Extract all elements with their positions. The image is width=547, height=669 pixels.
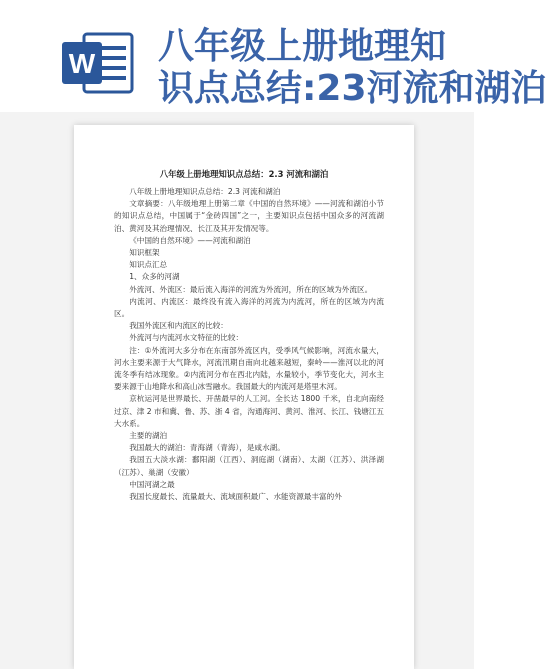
paragraph: 八年级上册地理知识点总结：2.3 河流和湖泊: [129, 187, 281, 196]
header-banner: [0, 0, 547, 112]
abstract-paragraph: 文章摘要：八年级地理上册第二章《中国的自然环境》——河流和湖泊小节的知识点总结，中国属于“金砖四国”之一，主要知识点包括中国众多的河流湖泊、黄河及其治理情况、长江及其开发情况等。: [114, 199, 384, 233]
paragraph: 《中国的自然环境》——河流和湖泊: [129, 235, 251, 245]
paragraph: 我国外流区和内流区的比较：: [129, 321, 228, 331]
document-page: [74, 125, 414, 669]
section-heading: 知识框架: [129, 248, 160, 258]
paragraph: 内流河、内流区：最终没有流入海洋的河流为内流河，所在的区域为内流区。: [114, 296, 384, 319]
paragraph: 我国最大的湖泊：青海湖（青海），是咸水湖。: [129, 443, 285, 453]
banner-title-line-2: 识点总结:23河流和湖泊: [158, 68, 547, 109]
word-document-icon: [62, 30, 134, 96]
paragraph: 我国五大淡水湖：鄱阳湖（江西）、洞庭湖（湖南）、太湖（江苏）、洪泽湖（江苏）、巢湖（安徽）: [114, 455, 384, 477]
document-body: [114, 186, 384, 503]
paragraph: 外流河与内流河水文特征的比较：: [129, 333, 244, 343]
section-heading: 知识点汇总: [129, 260, 168, 270]
document-title: 八年级上册地理知识点总结：2.3 河流和湖泊: [159, 169, 329, 179]
word-logo-letter: W: [68, 48, 96, 79]
paragraph: 外流河、外流区：最后流入海洋的河流为外流河，所在的区域为外流区。: [129, 284, 373, 294]
section-heading: 1、众多的河湖: [129, 272, 180, 282]
section-heading: 中国河湖之最: [129, 479, 175, 489]
paragraph: 我国长度最长、流量最大、流域面积最广、水能资源最丰富的外: [129, 492, 342, 502]
banner-title: [158, 26, 547, 110]
banner-title-line-1: 八年级上册地理知: [158, 26, 447, 67]
section-heading: 主要的湖泊: [129, 431, 168, 441]
note-paragraph: 注：①外流河大多分布在东南部外流区内，受季风气候影响，河流水量大，河水主要来源于大气降水，河流汛期自南向北越来越短，秦岭——淮河以北的河流冬季有结冰现象。②内流河分布在西北内陆，水量较小，季节变化大，河水主要来源于山地降水和高山冰雪融水。我国最大的内流河是塔里木河。: [114, 345, 384, 392]
paragraph: 京杭运河是世界最长、开凿最早的人工河。全长达 1800 千米，自北向南经过京、津 2 市和冀、鲁、苏、浙 4 省，沟通海河、黄河、淮河、长江、钱塘江五大水系。: [114, 394, 384, 428]
